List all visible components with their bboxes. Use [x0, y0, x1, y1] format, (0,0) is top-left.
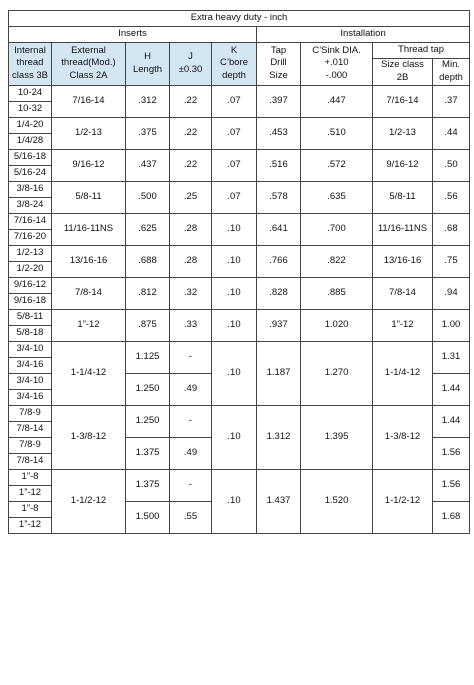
k-cell: .07 [212, 181, 257, 213]
j-cell: .28 [170, 245, 212, 277]
tap-drill-size-header: Tap Drill Size [257, 43, 301, 86]
size-class-cell: 1-1/4-12 [373, 341, 433, 405]
min-depth-cell: 1.44 [433, 405, 470, 437]
j-cell: .22 [170, 117, 212, 149]
csink-cell: .635 [301, 181, 373, 213]
min-depth-cell: .44 [433, 117, 470, 149]
min-depth-cell: 1.68 [433, 501, 470, 533]
internal-thread-cell: 5/16-24 [9, 165, 52, 181]
j-cell: .55 [170, 501, 212, 533]
internal-thread-header: Internal thread class 3B [9, 43, 52, 86]
table-row [9, 469, 470, 485]
tap-cell: .828 [257, 277, 301, 309]
j-cell: - [170, 341, 212, 373]
j-cell: .22 [170, 85, 212, 117]
k-cell: .07 [212, 85, 257, 117]
min-depth-cell: .37 [433, 85, 470, 117]
internal-thread-cell: 1/2-13 [9, 245, 52, 261]
table-row [9, 245, 470, 261]
tap-cell: .516 [257, 149, 301, 181]
internal-thread-cell: 3/8-24 [9, 197, 52, 213]
size-class-cell: 7/8-14 [373, 277, 433, 309]
h-cell: .500 [126, 181, 170, 213]
internal-thread-cell: 7/16-14 [9, 213, 52, 229]
internal-thread-cell: 1”-12 [9, 485, 52, 501]
k-cell: .10 [212, 309, 257, 341]
j-cell: - [170, 405, 212, 437]
k-cell: .10 [212, 213, 257, 245]
external-cell: 9/16-12 [52, 149, 126, 181]
table-row [9, 213, 470, 229]
csink-cell: .572 [301, 149, 373, 181]
size-class-header: Size class 2B [373, 59, 433, 86]
tap-cell: 1.312 [257, 405, 301, 469]
internal-thread-cell: 3/4-10 [9, 373, 52, 389]
internal-thread-cell: 3/4-16 [9, 357, 52, 373]
min-depth-header: Min. depth [433, 59, 470, 86]
table-row [9, 85, 470, 101]
csink-cell: .700 [301, 213, 373, 245]
h-cell: 1.375 [126, 469, 170, 501]
h-cell: .375 [126, 117, 170, 149]
min-depth-cell: .56 [433, 181, 470, 213]
h-cell: .875 [126, 309, 170, 341]
internal-thread-cell: 10-24 [9, 85, 52, 101]
internal-thread-cell: 5/16-18 [9, 149, 52, 165]
table-row [9, 405, 470, 421]
external-cell: 1-3/8-12 [52, 405, 126, 469]
csink-cell: .885 [301, 277, 373, 309]
csink-cell: 1.520 [301, 469, 373, 533]
internal-thread-cell: 1”-8 [9, 469, 52, 485]
min-depth-cell: .50 [433, 149, 470, 181]
h-cell: .437 [126, 149, 170, 181]
h-cell: 1.250 [126, 373, 170, 405]
tap-cell: .641 [257, 213, 301, 245]
table-title: Extra heavy duty - inch [9, 11, 470, 27]
k-cell: .10 [212, 245, 257, 277]
j-cell: - [170, 469, 212, 501]
internal-thread-cell: 7/8-14 [9, 453, 52, 469]
h-cell: .312 [126, 85, 170, 117]
j-cell: .49 [170, 373, 212, 405]
external-cell: 1-1/2-12 [52, 469, 126, 533]
external-cell: 1-1/4-12 [52, 341, 126, 405]
min-depth-cell: 1.44 [433, 373, 470, 405]
external-cell: 7/16-14 [52, 85, 126, 117]
tap-cell: 1.187 [257, 341, 301, 405]
j-cell: .49 [170, 437, 212, 469]
size-class-cell: 7/16-14 [373, 85, 433, 117]
min-depth-cell: .68 [433, 213, 470, 245]
min-depth-cell: 1.31 [433, 341, 470, 373]
min-depth-cell: 1.56 [433, 437, 470, 469]
k-cell: .07 [212, 149, 257, 181]
internal-thread-cell: 1/2-20 [9, 261, 52, 277]
internal-thread-cell: 3/4-10 [9, 341, 52, 357]
h-cell: 1.250 [126, 405, 170, 437]
j-cell: .22 [170, 149, 212, 181]
h-cell: .688 [126, 245, 170, 277]
external-cell: 1”-12 [52, 309, 126, 341]
internal-thread-cell: 1/4-20 [9, 117, 52, 133]
internal-thread-cell: 3/8-16 [9, 181, 52, 197]
internal-thread-cell: 7/16-20 [9, 229, 52, 245]
j-cell: .28 [170, 213, 212, 245]
external-cell: 5/8-11 [52, 181, 126, 213]
external-cell: 1/2-13 [52, 117, 126, 149]
installation-header: Installation [257, 27, 470, 43]
h-cell: 1.375 [126, 437, 170, 469]
thread-tap-header: Thread tap [373, 43, 470, 59]
h-cell: 1.500 [126, 501, 170, 533]
size-class-cell: 1”-12 [373, 309, 433, 341]
external-cell: 13/16-16 [52, 245, 126, 277]
min-depth-cell: .75 [433, 245, 470, 277]
k-cell: .10 [212, 277, 257, 309]
internal-thread-cell: 1/4/28 [9, 133, 52, 149]
tap-cell: .766 [257, 245, 301, 277]
k-cell: .10 [212, 405, 257, 469]
table-row [9, 309, 470, 325]
tap-cell: .453 [257, 117, 301, 149]
tap-cell: .578 [257, 181, 301, 213]
j-cell: .25 [170, 181, 212, 213]
csink-cell: 1.270 [301, 341, 373, 405]
external-cell: 7/8-14 [52, 277, 126, 309]
h-cell: .625 [126, 213, 170, 245]
internal-thread-cell: 7/8-9 [9, 437, 52, 453]
table-row [9, 117, 470, 133]
k-cell: .10 [212, 469, 257, 533]
size-class-cell: 1-1/2-12 [373, 469, 433, 533]
tap-cell: .937 [257, 309, 301, 341]
internal-thread-cell: 1”-8 [9, 501, 52, 517]
size-class-cell: 5/8-11 [373, 181, 433, 213]
table-row [9, 341, 470, 357]
size-class-cell: 9/16-12 [373, 149, 433, 181]
k-cell: .10 [212, 341, 257, 405]
size-class-cell: 11/16-11NS [373, 213, 433, 245]
h-length-header: H Length [126, 43, 170, 86]
internal-thread-cell: 7/8-14 [9, 421, 52, 437]
min-depth-cell: 1.56 [433, 469, 470, 501]
table-row [9, 277, 470, 293]
internal-thread-cell: 9/16-18 [9, 293, 52, 309]
csink-cell: 1.020 [301, 309, 373, 341]
inserts-header: Inserts [9, 27, 257, 43]
k-cell: .07 [212, 117, 257, 149]
table-row [9, 181, 470, 197]
spec-table [8, 10, 470, 534]
internal-thread-cell: 1”-12 [9, 517, 52, 533]
internal-thread-cell: 3/4-16 [9, 389, 52, 405]
csink-cell: .510 [301, 117, 373, 149]
h-cell: .812 [126, 277, 170, 309]
internal-thread-cell: 7/8-9 [9, 405, 52, 421]
internal-thread-cell: 9/16-12 [9, 277, 52, 293]
table-row [9, 149, 470, 165]
tap-cell: 1.437 [257, 469, 301, 533]
j-cell: .32 [170, 277, 212, 309]
csink-cell: .447 [301, 85, 373, 117]
external-thread-header: External thread(Mod.) Class 2A [52, 43, 126, 86]
csink-cell: 1.395 [301, 405, 373, 469]
size-class-cell: 1-3/8-12 [373, 405, 433, 469]
internal-thread-cell: 5/8-11 [9, 309, 52, 325]
min-depth-cell: .94 [433, 277, 470, 309]
min-depth-cell: 1.00 [433, 309, 470, 341]
external-cell: 11/16-11NS [52, 213, 126, 245]
k-cbore-depth-header: K C’bore depth [212, 43, 257, 86]
tap-cell: .397 [257, 85, 301, 117]
size-class-cell: 1/2-13 [373, 117, 433, 149]
internal-thread-cell: 5/8-18 [9, 325, 52, 341]
h-cell: 1.125 [126, 341, 170, 373]
j-cell: .33 [170, 309, 212, 341]
csink-dia-header: C’Sink DIA. +.010 -.000 [301, 43, 373, 86]
internal-thread-cell: 10-32 [9, 101, 52, 117]
csink-cell: .822 [301, 245, 373, 277]
size-class-cell: 13/16-16 [373, 245, 433, 277]
j-header: J ±0.30 [170, 43, 212, 86]
